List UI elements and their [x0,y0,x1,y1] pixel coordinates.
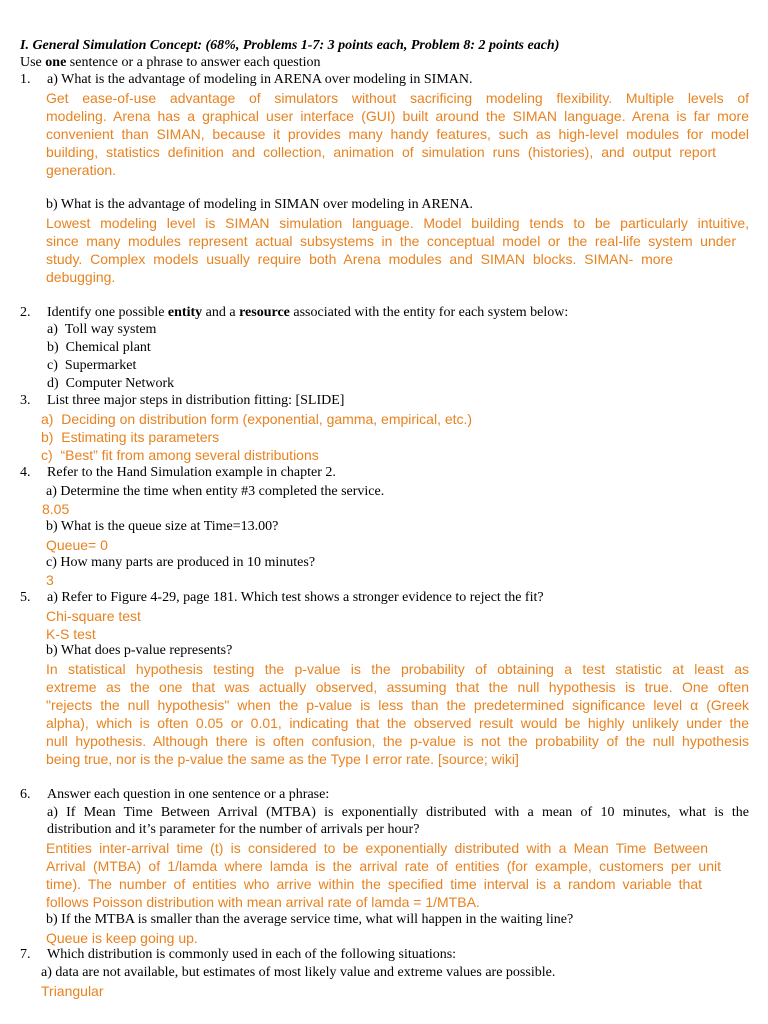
q3-question: List three major steps in distribution fitting: [SLIDE] [47,393,345,408]
q6-question: Answer each question in one sentence or a phrase: [47,787,330,802]
q3-answer-item: a) Deciding on distribution form (exponential, gamma, empirical, etc.) [41,411,473,427]
q1b-answer-line: Lowest modeling level is SIMAN simulation language. Model building tends to be particularly intuitive, [46,215,749,231]
q5b-answer-line: null hypothesis. Although there is often confusion, the p-value is not the probability of the null hypothesis [46,733,749,749]
q5b-question: b) What does p-value represents? [46,643,233,658]
q6a-answer-line: time). The number of entities who arrive within the specified time interval is a random variable that [46,876,702,892]
q2-item: c) Supermarket [47,358,137,373]
q6a-question-line: distribution and it’s parameter for the number of arrivals per hour? [47,822,420,837]
q4a-answer: 8.05 [42,501,70,517]
q1b-question: b) What is the advantage of modeling in SIMAN over modeling in ARENA. [46,197,474,212]
q6a-answer-line: Entities inter-arrival time (t) is considered to be exponentially distributed with a Mean Time Between [46,840,708,856]
section-instructions: Use one sentence or a phrase to answer each question [20,55,321,70]
q5a-question: a) Refer to Figure 4-29, page 181. Which test shows a stronger evidence to reject the fit? [47,590,544,605]
q5a-answer-line: Chi-square test [46,608,141,624]
q4b-question: b) What is the queue size at Time=13.00? [46,519,279,534]
q5b-answer-line: In statistical hypothesis testing the p-value is the probability of obtaining a test statistic at least as [46,661,749,677]
q7-question: Which distribution is commonly used in each of the following situations: [47,947,457,962]
q1b-answer-line: study. Complex models usually require both Arena modules and SIMAN blocks. SIMAN- more [46,251,673,267]
q3-answer-item: c) “Best” fit from among several distributions [41,447,319,463]
q1b-answer-line: debugging. [46,269,116,285]
q1a-question: a) What is the advantage of modeling in ARENA over modeling in SIMAN. [47,72,473,87]
q5b-answer-line: "rejects the null hypothesis" when the p-value is less than the predetermined significance level α (Greek [46,697,749,713]
q1a-answer-line: building, statistics definition and collection, animation of simulation runs (histories), and output report [46,144,716,160]
q7-number: 7. [20,947,31,962]
q1-number: 1. [20,72,31,87]
q2-item: b) Chemical plant [47,340,151,355]
q6b-question: b) If the MTBA is smaller than the average service time, what will happen in the waiting line? [46,912,574,927]
q1a-answer-line: convenient than SIMAN, because it provides many handy features, such as high-level modules for model [46,126,749,142]
q1a-answer-line: generation. [46,162,117,178]
q1b-answer-line: since many modules represent actual subsystems in the conceptual model or the real-life system under [46,233,736,249]
q6a-question-line: a) If Mean Time Between Arrival (MTBA) is exponentially distributed with a mean of 10 minutes, what is the [47,805,749,820]
q1a-answer-line: Get ease-of-use advantage of simulators without sacrificing modeling flexibility. Multiple levels of [46,90,749,106]
q2-question: Identify one possible entity and a resource associated with the entity for each system below: [47,305,569,320]
q4a-question: a) Determine the time when entity #3 completed the service. [46,484,385,499]
q3-number: 3. [20,393,31,408]
q4c-answer: 3 [46,572,54,588]
q4-question: Refer to the Hand Simulation example in chapter 2. [47,465,336,480]
q7a-answer: Triangular [41,983,104,999]
q7a-question: a) data are not available, but estimates of most likely value and extreme values are possible. [41,965,556,980]
q3-answer-item: b) Estimating its parameters [41,429,220,445]
q2-item: a) Toll way system [47,322,157,337]
q2-item: d) Computer Network [47,376,175,391]
q5a-answer-line: K-S test [46,626,96,642]
q6-number: 6. [20,787,31,802]
section-title: I. General Simulation Concept: (68%, Problems 1-7: 3 points each, Problem 8: 2 points each) [20,38,560,53]
q6b-answer: Queue is keep going up. [46,930,198,946]
q1a-answer-line: modeling. Arena has a graphical user interface (GUI) built around the SIMAN language. Arena is far more [46,108,749,124]
q4b-answer: Queue= 0 [46,537,108,553]
q6a-answer-line: Arrival (MTBA) of 1/lamda where lamda is the arrival rate of entities (for example, customers per unit [46,858,721,874]
q5b-answer-line: extreme as the one that was actually observed, assuming that the null hypothesis is true. One often [46,679,749,695]
q2-number: 2. [20,305,31,320]
q4c-question: c) How many parts are produced in 10 minutes? [46,555,316,570]
q6a-answer-line: follows Poisson distribution with mean arrival rate of lamda = 1/MTBA. [46,894,480,910]
q5b-answer-line: being true, nor is the p-value the same as the Type I error rate. [source; wiki] [46,751,519,767]
q4-number: 4. [20,465,31,480]
q5-number: 5. [20,590,31,605]
q5b-answer-line: alpha), which is often 0.05 or 0.01, indicating that the observed result would be highly unlikely under the [46,715,749,731]
